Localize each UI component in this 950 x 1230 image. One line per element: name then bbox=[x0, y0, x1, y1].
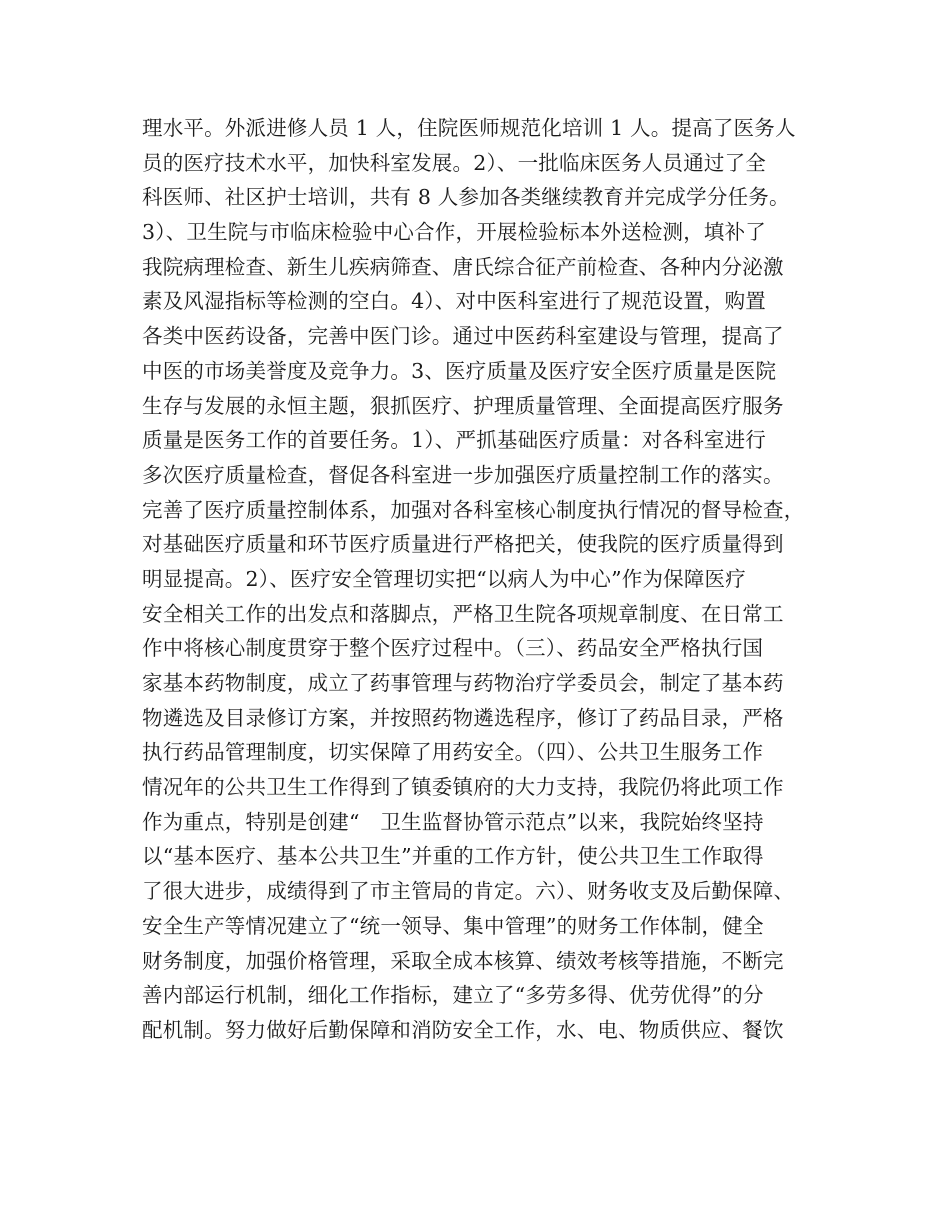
text-line: 我院病理检查、新生儿疾病筛查、唐氏综合征产前检查、各种内分泌激 bbox=[142, 254, 784, 279]
text-line: 安全生产等情况建立了“统一领导、集中管理”的财务工作体制，健全 bbox=[142, 913, 764, 938]
text-line: 善内部运行机制，细化工作指标，建立了“多劳多得、优劳优得”的分 bbox=[142, 983, 764, 1008]
text-line: 中医的市场美誉度及竞争力。3、医疗质量及医疗安全医疗质量是医院 bbox=[142, 358, 777, 383]
text-line: 生存与发展的永恒主题，狠抓医疗、护理质量管理、全面提高医疗服务 bbox=[142, 393, 784, 418]
text-line: 科医师、社区护士培训，共有 8 人参加各类继续教育并完成学分任务。 bbox=[142, 185, 790, 210]
text-line: 3）、卫生院与市临床检验中心合作，开展检验标本外送检测，填补了 bbox=[142, 220, 766, 245]
text-line: 理水平。外派进修人员 1 人，住院医师规范化培训 1 人。提高了医务人 bbox=[142, 116, 796, 140]
body-text bbox=[142, 111, 842, 1048]
text-line: 各类中医药设备，完善中医门诊。通过中医药科室建设与管理，提高了 bbox=[142, 324, 784, 349]
text-line: 家基本药物制度，成立了药事管理与药物治疗学委员会，制定了基本药 bbox=[142, 671, 784, 695]
text-line: 以“基本医疗、基本公共卫生”并重的工作方针，使公共卫生工作取得 bbox=[142, 844, 764, 869]
text-line: 多次医疗质量检查，督促各科室进一步加强医疗质量控制工作的落实。 bbox=[142, 462, 784, 487]
text-line: 财务制度，加强价格管理，采取全成本核算、绩效考核等措施，不断完 bbox=[142, 948, 784, 973]
text-line: 情况年的公共卫生工作得到了镇委镇府的大力支持，我院仍将此项工作 bbox=[142, 775, 784, 800]
text-line: 员的医疗技术水平，加快科室发展。2）、一批临床医务人员通过了全 bbox=[142, 150, 766, 175]
text-line: 质量是医务工作的首要任务。1）、严抓基础医疗质量：对各科室进行 bbox=[142, 428, 766, 453]
text-line: 对基础医疗质量和环节医疗质量进行严格把关，使我院的医疗质量得到 bbox=[142, 532, 784, 557]
text-line: 作中将核心制度贯穿于整个医疗过程中。（三）、药品安全严格执行国 bbox=[142, 636, 764, 661]
text-line: 执行药品管理制度，切实保障了用药安全。（四）、公共卫生服务工作 bbox=[142, 740, 764, 765]
text-line: 明显提高。2）、医疗安全管理切实把“以病人为中心”作为保障医疗 bbox=[142, 566, 746, 591]
text-line: 了很大进步，成绩得到了市主管局的肯定。六）、财务收支及后勤保障、 bbox=[142, 879, 795, 904]
text-line: 素及风湿指标等检测的空白。4）、对中医科室进行了规范设置，购置 bbox=[142, 289, 766, 314]
text-line: 安全相关工作的出发点和落脚点，严格卫生院各项规章制度、在日常工 bbox=[142, 601, 784, 626]
text-line: 完善了医疗质量控制体系，加强对各科室核心制度执行情况的督导检查， bbox=[142, 497, 805, 522]
text-line: 物遴选及目录修订方案，并按照药物遴选程序，修订了药品目录，严格 bbox=[142, 705, 784, 730]
text-line: 配机制。努力做好后勤保障和消防安全工作，水、电、物质供应、餐饮 bbox=[142, 1017, 784, 1042]
text-line: 作为重点，特别是创建“ 卫生监督协管示范点”以来，我院始终坚持 bbox=[142, 809, 764, 834]
